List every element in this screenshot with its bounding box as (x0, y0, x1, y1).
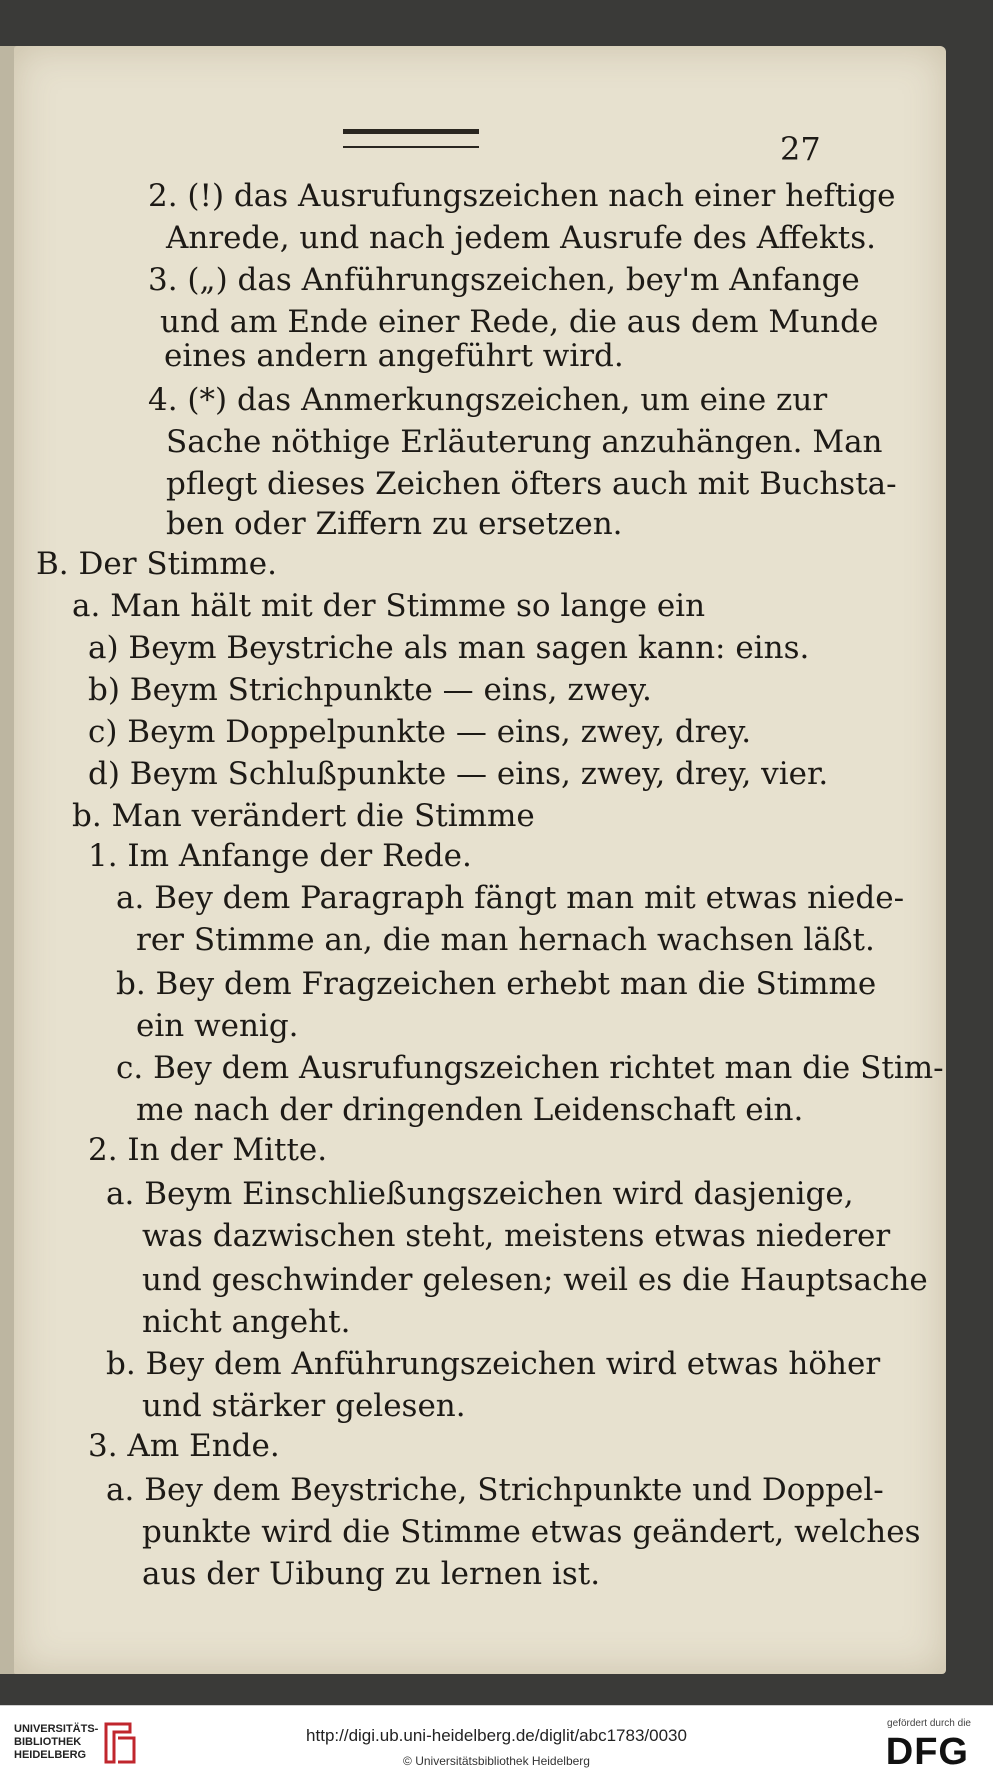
text-line: a. Beym Einschließungszeichen wird dasjenige, (106, 1176, 854, 1212)
text-line: punkte wird die Stimme etwas geändert, welches (142, 1514, 921, 1550)
funding-note: gefördert durch die (887, 1718, 971, 1729)
text-line: und stärker gelesen. (142, 1388, 466, 1424)
text-line: c) Beym Doppelpunkte — eins, zwey, drey. (88, 714, 752, 750)
text-line: a. Man hält mit der Stimme so lange ein (72, 588, 706, 624)
text-line: eines andern angeführt wird. (164, 338, 624, 374)
text-line: c. Bey dem Ausrufungszeichen richtet man die Stim- (116, 1050, 944, 1086)
text-line: 2. (!) das Ausrufungszeichen nach einer heftige (148, 178, 896, 214)
text-line: nicht angeht. (142, 1304, 351, 1340)
text-line: 3. („) das Anführungszeichen, bey'm Anfange (148, 262, 860, 298)
copyright-text: © Universitätsbibliothek Heidelberg (403, 1754, 590, 1768)
text-line: ben oder Ziffern zu ersetzen. (166, 506, 623, 542)
library-name-line: UNIVERSITÄTS- (14, 1723, 99, 1735)
text-line: was dazwischen steht, meistens etwas niederer (142, 1218, 891, 1254)
text-line: a. Bey dem Beystriche, Strichpunkte und Doppel- (106, 1472, 884, 1508)
text-line: rer Stimme an, die man hernach wachsen läßt. (136, 922, 875, 958)
text-line: und am Ende einer Rede, die aus dem Munde (160, 304, 879, 340)
text-line: aus der Uibung zu lernen ist. (142, 1556, 601, 1592)
text-line: 1. Im Anfange der Rede. (88, 838, 472, 874)
text-line: 2. In der Mitte. (88, 1132, 328, 1168)
text-line: d) Beym Schlußpunkte — eins, zwey, drey, vier. (88, 756, 829, 792)
header-rule-thin (343, 146, 479, 148)
text-line: 3. Am Ende. (88, 1428, 280, 1464)
dfg-logo: DFG (885, 1731, 969, 1773)
text-line: pflegt dieses Zeichen öfters auch mit Buchsta- (166, 466, 897, 502)
text-line: b. Bey dem Fragzeichen erhebt man die Stimme (116, 966, 877, 1002)
text-line: b. Man verändert die Stimme (72, 798, 535, 834)
library-name-line: BIBLIOTHEK (14, 1736, 82, 1748)
text-line: und geschwinder gelesen; weil es die Hauptsache (142, 1262, 928, 1298)
text-line: 4. (*) das Anmerkungszeichen, um eine zur (148, 382, 828, 418)
text-line: b. Bey dem Anführungszeichen wird etwas höher (106, 1346, 881, 1382)
text-line: b) Beym Strichpunkte — eins, zwey. (88, 672, 652, 708)
text-line: Anrede, und nach jedem Ausrufe des Affekts. (166, 220, 876, 256)
page-url-link[interactable]: http://digi.ub.uni-heidelberg.de/diglit/abc1783/0030 (306, 1726, 687, 1745)
viewer-footer (0, 1705, 993, 1778)
header-rule-thick (343, 129, 479, 134)
text-line: ein wenig. (136, 1008, 299, 1044)
text-line: me nach der dringenden Leidenschaft ein. (136, 1092, 804, 1128)
text-line: a. Bey dem Paragraph fängt man mit etwas niede- (116, 880, 905, 916)
page-number: 27 (780, 130, 821, 168)
library-name-line: HEIDELBERG (14, 1749, 87, 1761)
text-line: a) Beym Beystriche als man sagen kann: eins. (88, 630, 810, 666)
text-line: Sache nöthige Erläuterung anzuhängen. Man (166, 424, 883, 460)
section-heading: B. Der Stimme. (36, 546, 277, 582)
